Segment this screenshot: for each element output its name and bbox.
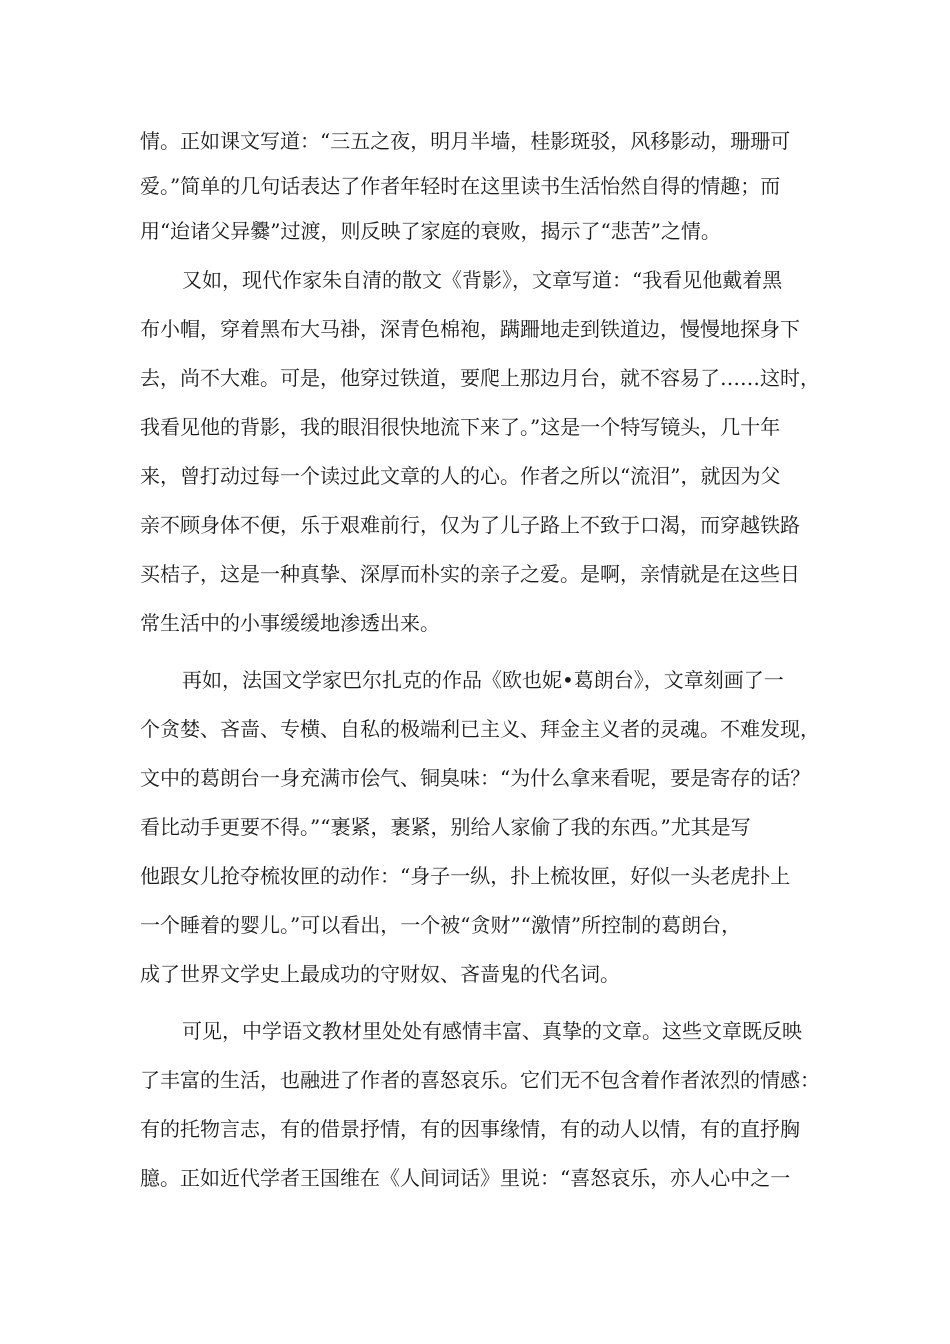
- text-line: 用“迨诸父异爨”过渡，则反映了家庭的衰败，揭示了“悲苦”之情。: [140, 219, 721, 243]
- text-line: 他跟女儿抢夺梳妆匣的动作：“身子一纵，扑上梳妆匣，好似一头老虎扑上: [140, 864, 791, 888]
- text-line: 去，尚不大难。可是，他穿过铁道，要爬上那边月台，就不容易了……这时，: [140, 366, 820, 390]
- text-line: 臆。正如近代学者王国维在《人间词话》里说：“喜怒哀乐，亦人心中之一: [140, 1166, 791, 1190]
- text-line-paragraph-start: 又如，现代作家朱自清的散文《背影》，文章写道：“我看见他戴着黑: [182, 268, 783, 292]
- text-line: 文中的葛朗台一身充满市侩气、铜臭味：“为什么拿来看呢，要是寄存的话？: [140, 766, 811, 790]
- text-line-paragraph-start: 再如，法国文学家巴尔扎克的作品《欧也妮•葛朗台》，文章刻画了一: [182, 668, 784, 692]
- text-line: 成了世界文学史上最成功的守财奴、吝啬鬼的代名词。: [140, 962, 620, 986]
- text-line: 来，曾打动过每一个读过此文章的人的心。作者之所以“流泪”，就因为父: [140, 464, 781, 488]
- text-line: 有的托物言志，有的借景抒情，有的因事缘情，有的动人以情，有的直抒胸: [140, 1117, 800, 1141]
- text-line: 了丰富的生活，也融进了作者的喜怒哀乐。它们无不包含着作者浓烈的情感：: [140, 1068, 820, 1092]
- text-line: 亲不顾身体不便，乐于艰难前行，仅为了儿子路上不致于口渴，而穿越铁路: [140, 513, 800, 537]
- text-line: 买桔子，这是一种真挚、深厚而朴实的亲子之爱。是啊，亲情就是在这些日: [140, 562, 800, 586]
- text-line: 布小帽，穿着黑布大马褂，深青色棉袍，蹒跚地走到铁道边，慢慢地探身下: [140, 317, 800, 341]
- text-line-paragraph-start: 可见，中学语文教材里处处有感情丰富、真挚的文章。这些文章既反映: [182, 1019, 802, 1043]
- text-line: 看比动手更要不得。”“裹紧，裹紧，别给人家偷了我的东西。”尤其是写: [140, 815, 751, 839]
- text-line: 我看见他的背影，我的眼泪很快地流下来了。”这是一个特写镜头，几十年: [140, 415, 781, 439]
- text-line: 一个睡着的婴儿。”可以看出，一个被“贪财”“激情”所控制的葛朗台，: [140, 913, 742, 937]
- text-line: 情。正如课文写道：“三五之夜，明月半墙，桂影斑驳，风移影动，珊珊可: [140, 129, 791, 153]
- text-line: 爱。”简单的几句话表达了作者年轻时在这里读书生活怡然自得的情趣；而: [140, 174, 781, 198]
- text-line: 常生活中的小事缓缓地渗透出来。: [140, 611, 440, 635]
- text-line: 个贪婪、吝啬、专横、自私的极端利已主义、拜金主义者的灵魂。不难发现，: [140, 717, 820, 741]
